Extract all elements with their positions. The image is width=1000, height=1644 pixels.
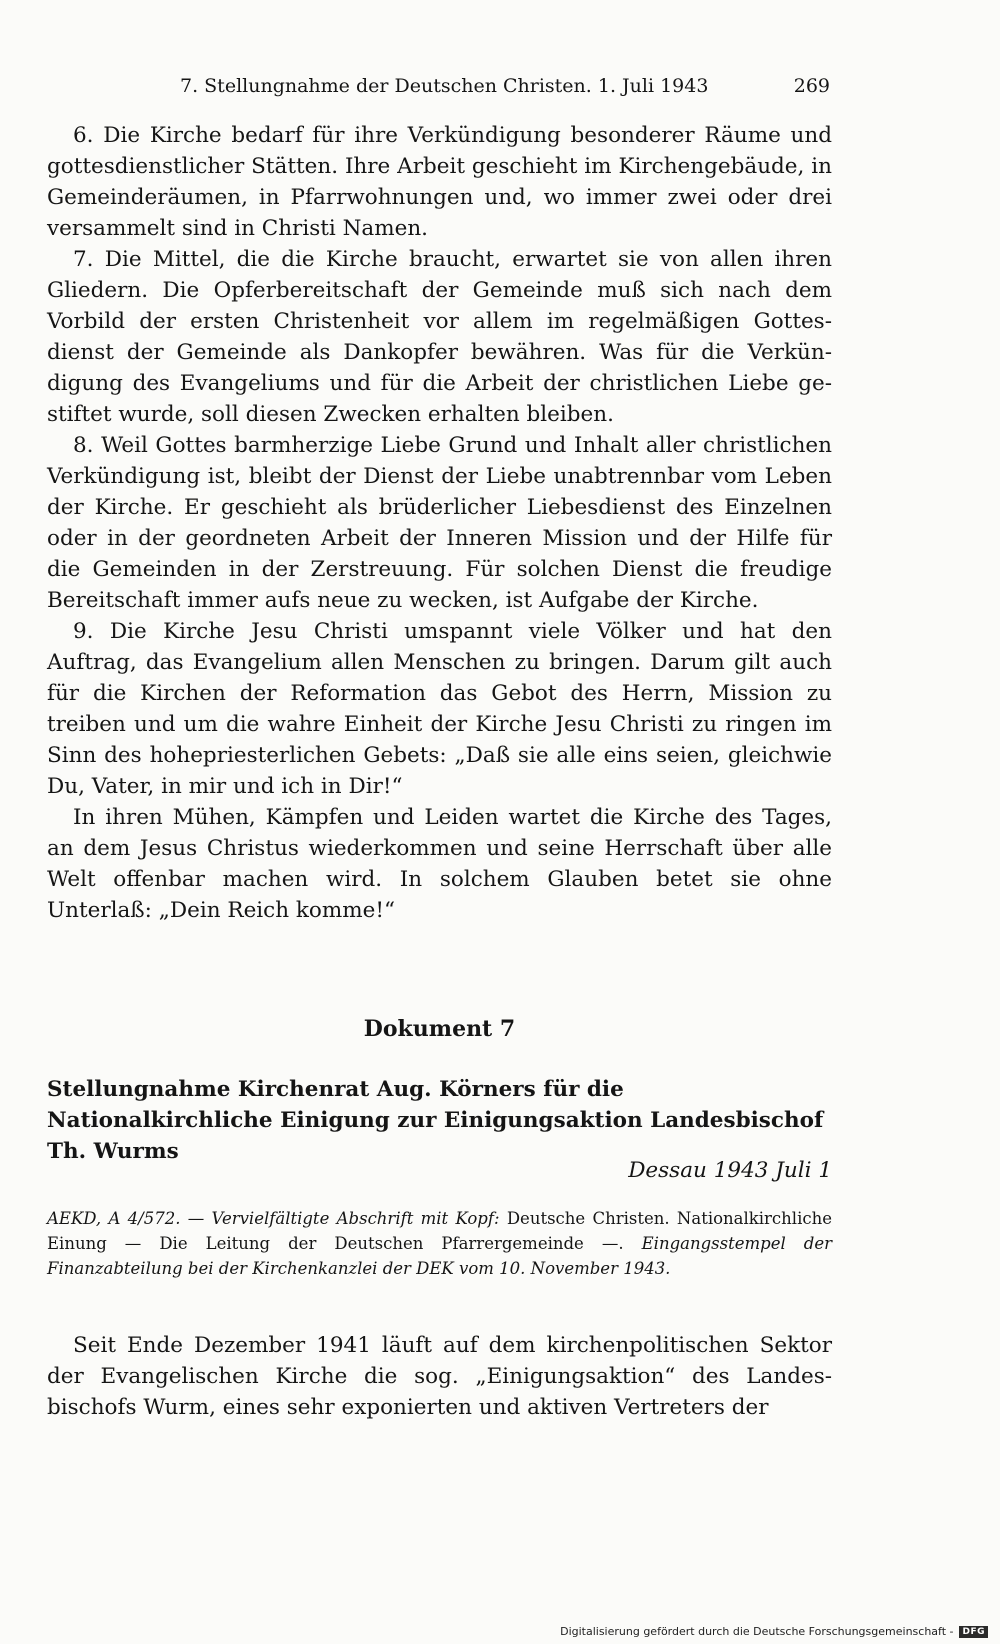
footer-credit: Digitalisierung gefördert durch die Deutsche Forschungsgemeinschaft - — [560, 1625, 954, 1638]
source-note — [47, 1206, 832, 1281]
dfg-logo-icon: DFG — [959, 1626, 988, 1638]
paragraph-8: 8. Weil Gottes barmherzige Liebe Grund und Inhalt aller christlichen Verkündigung ist, bleibt der Dienst der Liebe unabtrennbar vom Leben der Kirche. Er geschieht als brüderlicher Liebesdienst des Einzelnen oder in der geordneten Arbeit der Inneren Mission und der Hilfe für die Gemeinden in der Zerstreuung. Für solchen Dienst die freudige Bereitschaft immer aufs neue zu wecken, ist Aufgabe der Kirche. — [47, 433, 832, 613]
running-title: 7. Stellungnahme der Deutschen Christen. 1. Juli 1943 — [180, 75, 709, 97]
source-stamp: Eingangsstempel der Finanzabteilung bei der Kirchenkanzlei der DEK vom 10. November 1943. — [47, 1234, 833, 1278]
digitization-footer — [560, 1625, 988, 1638]
source-archive: AEKD, A 4/572. — Vervielfältigte Abschrift mit Kopf: — [47, 1209, 500, 1228]
document-title: Stellungnahme Kirchenrat Aug. Körners für die Nationalkirchliche Einigung zur Einigungsaktion Landesbischof Th. Wurms — [47, 1077, 824, 1164]
body-text-upper — [47, 120, 832, 926]
closing-paragraph: In ihren Mühen, Kämpfen und Leiden wartet die Kirche des Tages, an dem Jesus Christus wiederkommen und seine Herrschaft über alle Welt offenbar machen wird. In solchem Glauben betet sie ohne Unterlaß: „Dein Reich komme!“ — [47, 805, 832, 923]
source-letterhead: Deutsche Christen. Nationalkirchliche Einung — Die Leitung der Deutschen Pfarrergemeinde —. — [47, 1209, 832, 1253]
running-header — [180, 74, 830, 98]
dateline: Dessau 1943 Juli 1 — [628, 1158, 832, 1183]
page-number: 269 — [793, 75, 830, 97]
paragraph-intro: Seit Ende Dezember 1941 läuft auf dem kirchenpolitischen Sektor der Evangelischen Kirche die sog. „Einigungsaktion“ des Landesbischofs Wurm, eines sehr exponierten und aktiven Vertreters der — [47, 1333, 832, 1420]
body-text-lower — [47, 1330, 832, 1423]
paragraph-6: 6. Die Kirche bedarf für ihre Verkündigung besonderer Räume und gottesdienstlicher Stätten. Ihre Arbeit geschieht im Kirchengebäude, in Gemeinderäumen, in Pfarrwohnungen und, wo immer zwei oder drei versammelt sind in Christi Namen. — [47, 123, 832, 241]
document-heading: Dokument 7 — [363, 1016, 516, 1042]
paragraph-9: 9. Die Kirche Jesu Christi umspannt viele Völker und hat den Auftrag, das Evangelium allen Menschen zu bringen. Darum gilt auch für die Kirchen der Reformation das Gebot des Herrn, Mission zu treiben und um die wahre Einheit der Kirche Jesu Christi zu ringen im Sinn des hohepriesterlichen Gebets: „Daß sie alle eins seien, gleichwie Du, Vater, in mir und ich in Dir!“ — [47, 619, 832, 799]
paragraph-7: 7. Die Mittel, die die Kirche braucht, erwartet sie von allen ihren Gliedern. Die Opferbereitschaft der Gemeinde muß sich nach dem Vorbild der ersten Christenheit vor allem im regelmäßigen Gottesdienst der Gemeinde als Dankopfer bewähren. Was für die Verkündigung des Evangeliums und für die Arbeit der christlichen Liebe gestiftet wurde, soll diesen Zwecken erhalten bleiben. — [47, 247, 832, 427]
